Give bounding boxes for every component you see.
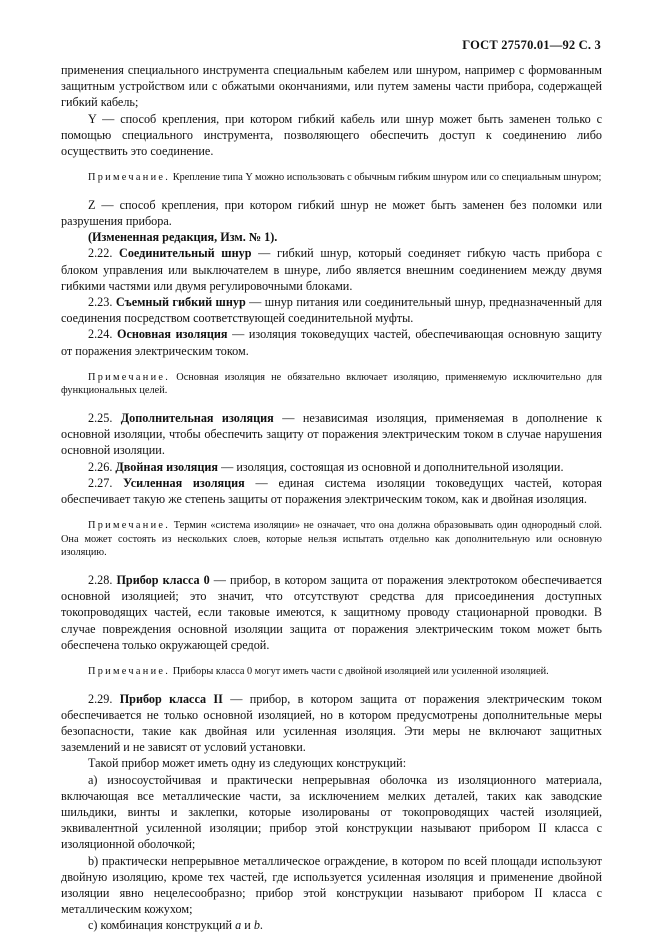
term: Усиленная изоляция xyxy=(123,475,245,490)
note-label: Примечание. xyxy=(88,520,171,532)
term: Прибор класса II xyxy=(119,691,223,706)
note xyxy=(61,665,602,679)
list-item-a: a) износоустойчивая и практически непрерывная оболочка из изоляционного материала, включающая все металлические части, за исключением мелких деталей, таких как заводские шильдики, винты и заклепки, которые изолированы от токопроводящих частей изоляцией, эквивалентной усиленной изоляции; прибор этой конструкции называют прибором II класса с изоляционной оболочкой; xyxy=(61,772,602,852)
term: Прибор класса 0 xyxy=(116,573,210,588)
page-header: ГОСТ 27570.01—92 С. 3 xyxy=(462,38,601,52)
note-label: Примечание. xyxy=(88,371,171,383)
list-item-b: b) практически непрерывное металлическое ограждение, в котором по всей площади используют двойную изоляцию, кроме тех частей, где используется усиленная изоляция и применение двойной изоляции явно нецелесообразно; прибор этой конструкции называют прибором II класса с металлическим кожухом; xyxy=(61,853,602,917)
term-2-28: 2.28. Прибор класса 0 — прибор, в котором защита от поражения электротоком обеспечивается основной изоляцией; это значит, что отсутствуют средства для присоединения доступных токопроводящих частей, если таковые имеются, к защитному проводу стационарной проводки. В случае повреждения основной изоляции защита от поражения электрическим током может быть обеспечена только окружающей средой. xyxy=(61,573,602,652)
paragraph: Такой прибор может иметь одну из следующих конструкций: xyxy=(88,756,407,771)
note-text: Приборы класса 0 могут иметь части с двойной изоляцией или усиленной изоляцией. xyxy=(170,666,549,678)
paragraph: Y — способ крепления, при котором гибкий кабель или шнур может быть заменен только с помощью специального инструмента, позволяющего обеспечить доступ к соединению либо осуществить это соединение. xyxy=(61,111,602,159)
document-body xyxy=(61,62,602,934)
term: Дополнительная изоляция xyxy=(120,411,274,426)
term: Двойная изоляция xyxy=(115,459,219,474)
note-text: Термин «система изоляции» не означает, что она должна образовывать один однородный слой. Она может состоять из нескольких слоев, которые нельзя испытать отдельно как дополнительную или основную изоляцию. xyxy=(61,520,602,559)
note-label: Примечание. xyxy=(88,172,171,184)
term: Съемный гибкий шнур xyxy=(115,295,246,310)
paragraph: Z — способ крепления, при котором гибкий шнур не может быть заменен без поломки или разрушения прибора. xyxy=(61,197,602,229)
paragraph: применения специального инструмента специальным кабелем или шнуром, например с формованным защитным устройством или с обжатыми окончаниями, или путем замены части прибора, содержащей гибкий кабель; xyxy=(61,63,602,110)
note xyxy=(61,519,602,560)
term-2-27: 2.27. Усиленная изоляция — единая система изоляции токоведущих частей, которая обеспечивает такую же степень защиты от поражения электрическим током, как и двойная изоляция. xyxy=(61,475,602,507)
term-2-26: 2.26. Двойная изоляция — изоляция, состоящая из основной и дополнительной изоляции. xyxy=(88,459,564,474)
list-item-c: c) комбинация конструкций a и b. xyxy=(88,918,263,933)
term-2-25: 2.25. Дополнительная изоляция — независимая изоляция, применяемая в дополнение к основной изоляции, чтобы обеспечить защиту от поражения электрическим током в случае нарушения основной изоляции. xyxy=(61,411,602,458)
note-text: Основная изоляция не обязательно включает изоляцию, применяемую исключительно для функциональных целей. xyxy=(61,371,602,397)
term-2-24: 2.24. Основная изоляция — изоляция токоведущих частей, обеспечивающая основную защиту от поражения электрическим током. xyxy=(61,327,602,358)
term: Соединительный шнур xyxy=(119,246,252,261)
note-label: Примечание. xyxy=(88,666,171,678)
term-2-29: 2.29. Прибор класса II — прибор, в котором защита от поражения электрическим током обеспечивается не только основной изоляцией, но в котором предусмотрены дополнительные меры безопасности, такие как двойная или усиленная изоляция. Эти меры не включают защитных заземлений и не зависят от условий установки. xyxy=(61,691,602,755)
note xyxy=(61,171,602,185)
term: Основная изоляция xyxy=(117,327,228,342)
note-text: Крепление типа Y можно использовать с обычным гибким шнуром или со специальным шнуром; xyxy=(170,172,602,184)
term-2-22: 2.22. Соединительный шнур — гибкий шнур, который соединяет гибкую часть прибора с блоком управления или выключателем в шнуре, либо является внешним соединением между двумя гибкими частями или двумя регулировочными блоками. xyxy=(61,246,603,293)
term-2-23: 2.23. Съемный гибкий шнур — шнур питания или соединительный шнур, предназначенный для соединения посредством соответствующей соединительной муфты. xyxy=(61,295,603,326)
note xyxy=(61,371,602,398)
amendment-note: (Измененная редакция, Изм. № 1). xyxy=(88,230,278,245)
